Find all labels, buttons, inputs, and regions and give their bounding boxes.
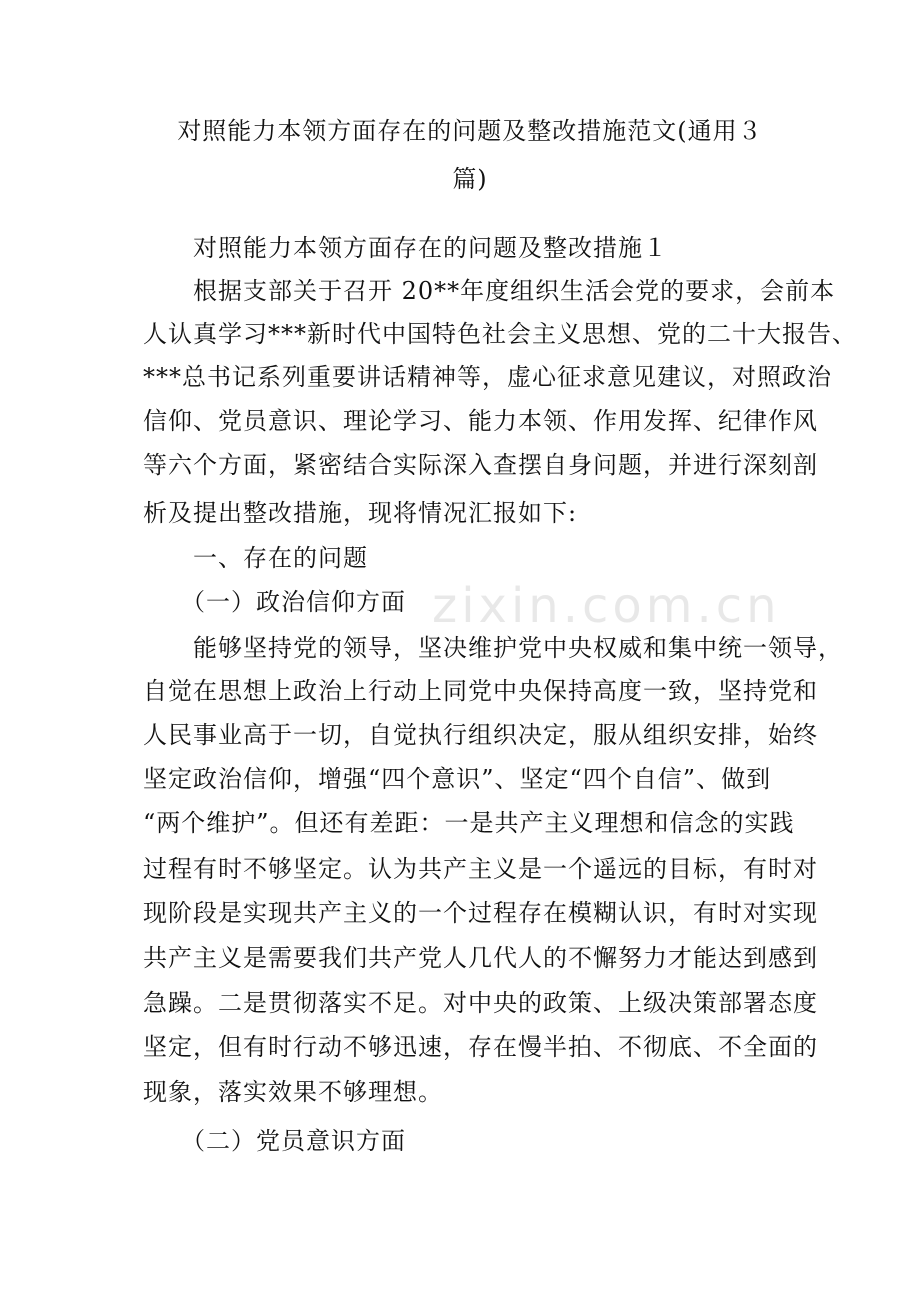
section-heading: 对照能力本领方面存在的问题及整改措施１: [143, 234, 668, 262]
document-title: [150, 107, 790, 203]
body-line: 急躁。二是贯彻落实不足。对中央的政策、上级决策部署态度: [143, 989, 818, 1017]
body-line: 坚定政治信仰，增强“四个意识”、坚定“四个自信”、做到: [143, 765, 772, 793]
body-line: 根据支部关于召开 20**年度组织生活会党的要求，会前本: [143, 277, 836, 305]
body-line: 信仰、党员意识、理论学习、能力本领、作用发挥、纪律作风: [143, 407, 818, 435]
body-line: 过程有时不够坚定。认为共产主义是一个遥远的目标，有时对: [143, 855, 818, 883]
body-line: 析及提出整改措施，现将情况汇报如下:: [143, 499, 578, 527]
body-line: 共产主义是需要我们共产党人几代人的不懈努力才能达到感到: [143, 944, 818, 972]
body-line: ***总书记系列重要讲话精神等，虚心征求意见建议，对照政治: [143, 363, 832, 391]
body-line: 现阶段是实现共产主义的一个过程存在模糊认识，有时对实现: [143, 899, 818, 927]
subsection-heading: （二）党员意识方面: [143, 1127, 406, 1155]
body-line: 人民事业高于一切，自觉执行组织决定，服从组织安排，始终: [143, 721, 818, 749]
body-line: 能够坚持党的领导，坚决维护党中央权威和集中统一领导，: [143, 634, 843, 662]
body-line: 现象，落实效果不够理想。: [143, 1078, 443, 1106]
body-line: 自觉在思想上政治上行动上同党中央保持高度一致，坚持党和: [143, 677, 818, 705]
body-line: 坚定，但有时行动不够迅速，存在慢半拍、不彻底、不全面的: [143, 1033, 818, 1061]
title-line-2: 篇): [452, 165, 488, 193]
body-line: 等六个方面，紧密结合实际深入查摆自身问题，并进行深刻剖: [143, 451, 818, 479]
body-line: “两个维护”。但还有差距：一是共产主义理想和信念的实践: [143, 809, 795, 837]
subsection-heading: 一、存在的问题: [143, 544, 368, 572]
title-line-1: 对照能力本领方面存在的问题及整改措施范文(通用３: [177, 117, 763, 145]
subsection-heading: （一）政治信仰方面: [143, 588, 406, 616]
watermark: zixin.com.cn: [432, 578, 781, 634]
body-line: 人认真学习***新时代中国特色社会主义思想、党的二十大报告、: [143, 320, 857, 348]
